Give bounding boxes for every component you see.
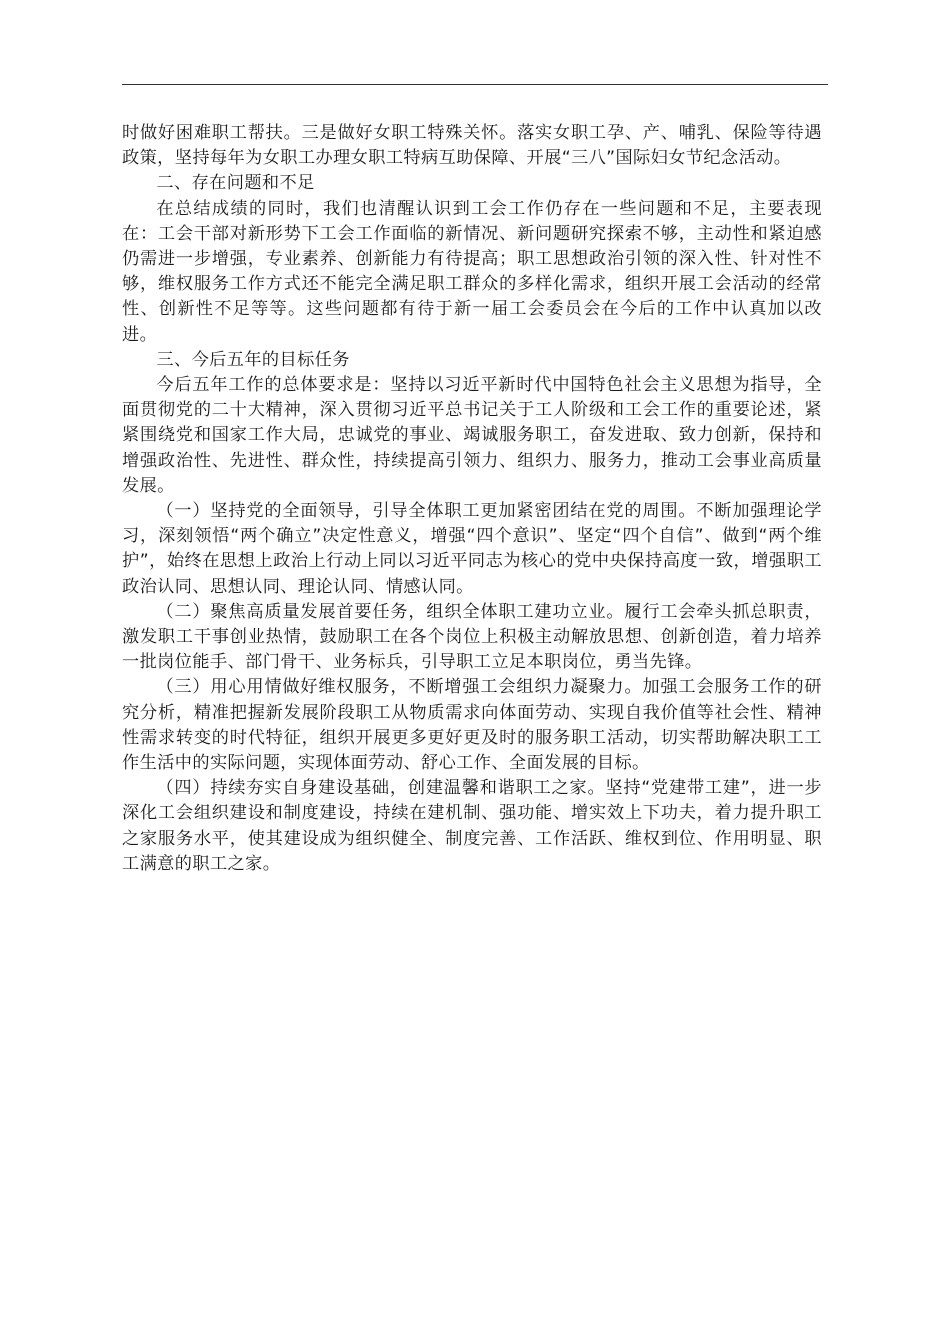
section-heading-goals: 三、今后五年的目标任务 (156, 349, 350, 370)
paragraph-task-1: （一）坚持党的全面领导，引导全体职工更加紧密团结在党的周围。不断加强理论学习，深刻领悟“两个确立”决定性意义，增强“四个意识”、坚定“四个自信”、做到“两个维护”，始终在思想上政治上行动上同以习近平同志为核心的党中央保持高度一致，增强职工政治认同、思想认同、理论认同、情感认同。 (122, 501, 822, 597)
paragraph-task-4: （四）持续夯实自身建设基础，创建温馨和谐职工之家。坚持“党建带工建”，进一步深化工会组织建设和制度建设，持续在建机制、强功能、增实效上下功夫，着力提升职工之家服务水平，使其建设成为组织健全、制度完善、工作活跃、维权到位、作用明显、职工满意的职工之家。 (122, 778, 822, 874)
header-rule (122, 84, 828, 85)
paragraph-task-2: （二）聚焦高质量发展首要任务，组织全体职工建功立业。履行工会牵头抓总职责，激发职工干事创业热情，鼓励职工在各个岗位上积极主动解放思想、创新创造，着力培养一批岗位能手、部门骨干、业务标兵，引导职工立足本职岗位，勇当先锋。 (122, 601, 822, 673)
paragraph-general-requirements: 今后五年工作的总体要求是：坚持以习近平新时代中国特色社会主义思想为指导，全面贯彻党的二十大精神，深入贯彻习近平总书记关于工人阶级和工会工作的重要论述，紧紧围绕党和国家工作大局，忠诚党的事业、竭诚服务职工，奋发进取、致力创新，保持和增强政治性、先进性、群众性，持续提高引领力、组织力、服务力，推动工会事业高质量发展。 (122, 375, 822, 496)
paragraph-problems: 在总结成绩的同时，我们也清醒认识到工会工作仍存在一些问题和不足，主要表现在：工会干部对新形势下工会工作面临的新情况、新问题研究探索不够，主动性和紧迫感仍需进一步增强，专业素养、创新能力有待提高；职工思想政治引领的深入性、针对性不够，维权服务工作方式还不能完全满足职工群众的多样化需求，组织开展工会活动的经常性、创新性不足等等。这些问题都有待于新一届工会委员会在今后的工作中认真加以改进。 (122, 198, 822, 345)
paragraph-task-3: （三）用心用情做好维权服务，不断增强工会组织力凝聚力。加强工会服务工作的研究分析，精准把握新发展阶段职工从物质需求向体面劳动、实现自我价值等社会性、精神性需求转变的时代特征，组织开展更多更好更及时的服务职工活动，切实帮助解决职工工作生活中的实际问题，实现体面劳动、舒心工作、全面发展的目标。 (122, 677, 822, 774)
document-body (122, 121, 822, 877)
section-heading-problems: 二、存在问题和不足 (156, 173, 315, 194)
paragraph-continuation: 时做好困难职工帮扶。三是做好女职工特殊关怀。落实女职工孕、产、哺乳、保险等待遇政策，坚持每年为女职工办理女职工特病互助保障、开展“三八”国际妇女节纪念活动。 (122, 123, 822, 169)
